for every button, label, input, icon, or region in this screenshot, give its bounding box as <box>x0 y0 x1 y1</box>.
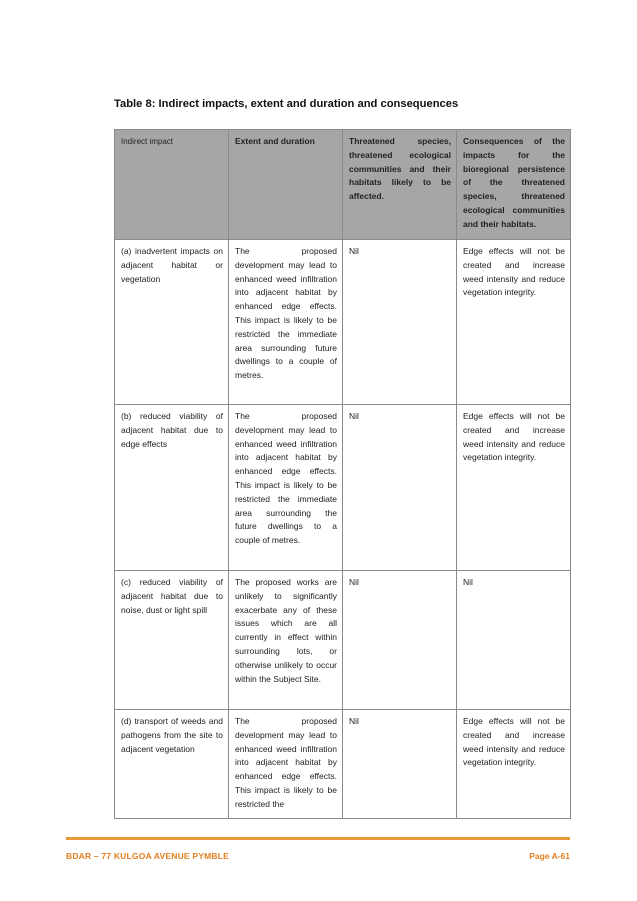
table-title: Table 8: Indirect impacts, extent and duration and consequences <box>114 98 459 110</box>
table-header-row <box>115 130 571 240</box>
cell-impact: (a) inadvertent impacts on adjacent habitat or vegetation <box>115 240 229 405</box>
cell-extent: The proposed works are unlikely to significantly exacerbate any of these issues which are all currently in effect within surrounding lots, or otherwise unlikely to occur within the Subject Site. <box>229 571 343 710</box>
cell-extent: The proposed development may lead to enhanced weed infiltration into adjacent habitat by enhanced edge effects. This impact is likely to be restricted the immediate area surrounding future dwellings to a couple of metres. <box>229 240 343 405</box>
cell-species: Nil <box>343 240 457 405</box>
table-row <box>115 240 571 405</box>
cell-consequences: Edge effects will not be created and increase weed intensity and reduce vegetation integrity. <box>457 240 571 405</box>
footer-page-number: Page A-61 <box>529 851 570 861</box>
cell-species: Nil <box>343 571 457 710</box>
cell-consequences: Edge effects will not be created and increase weed intensity and reduce vegetation integrity. <box>457 710 571 819</box>
header-consequences: Consequences of the impacts for the bioregional persistence of the threatened species, threatened ecological communities and their habitats. <box>457 130 571 240</box>
cell-species: Nil <box>343 710 457 819</box>
table-row <box>115 710 571 819</box>
header-extent-duration: Extent and duration <box>229 130 343 240</box>
cell-consequences: Edge effects will not be created and increase weed intensity and reduce vegetation integrity. <box>457 405 571 571</box>
table-row <box>115 405 571 571</box>
header-indirect-impact: Indirect impact <box>115 130 229 240</box>
cell-extent: The proposed development may lead to enhanced weed infiltration into adjacent habitat by enhanced edge effects. This impact is likely to be restricted the immediate area surrounding the future dwellings to a couple of metres. <box>229 405 343 571</box>
cell-impact: (c) reduced viability of adjacent habitat due to noise, dust or light spill <box>115 571 229 710</box>
footer-divider <box>66 837 570 840</box>
header-threatened-species: Threatened species, threatened ecological communities and their habitats likely to be affected. <box>343 130 457 240</box>
cell-impact: (d) transport of weeds and pathogens from the site to adjacent vegetation <box>115 710 229 819</box>
cell-extent: The proposed development may lead to enhanced weed infiltration into adjacent habitat by enhanced edge effects. This impact is likely to be restricted the <box>229 710 343 819</box>
cell-species: Nil <box>343 405 457 571</box>
cell-consequences: Nil <box>457 571 571 710</box>
footer-document-title: BDAR – 77 KULGOA AVENUE PYMBLE <box>66 851 229 861</box>
table-row <box>115 571 571 710</box>
cell-impact: (b) reduced viability of adjacent habitat due to edge effects <box>115 405 229 571</box>
indirect-impacts-table <box>114 129 571 819</box>
